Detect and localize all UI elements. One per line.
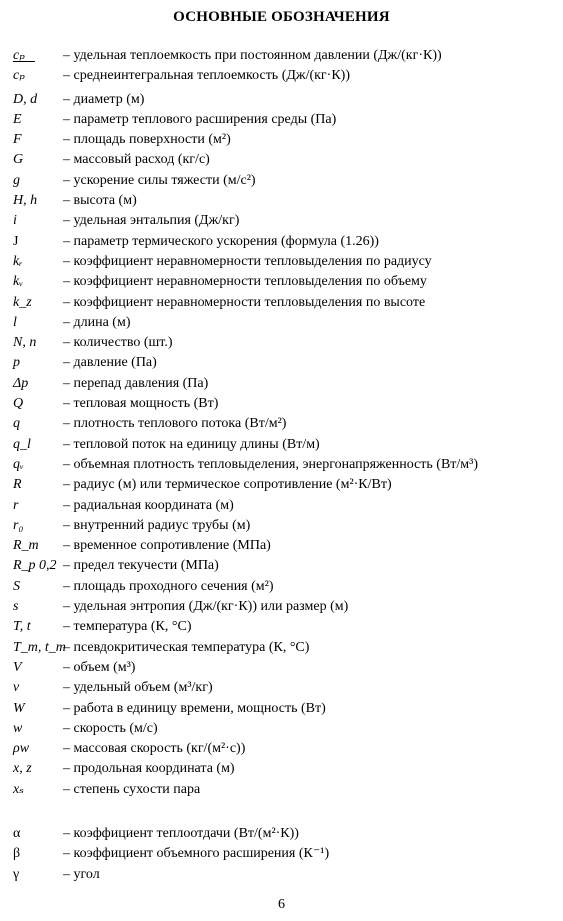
notation-symbol: q: [13, 416, 20, 432]
notation-symbol: F: [13, 132, 22, 148]
notation-row: [13, 293, 558, 313]
notation-symbol: i: [13, 213, 17, 229]
notation-definition: – угол: [63, 866, 100, 882]
notation-row: [13, 496, 558, 516]
notation-symbol: k_z: [13, 294, 32, 310]
notation-definition: – перепад давления (Па): [63, 375, 209, 391]
notation-definition: – плотность теплового потока (Вт/м²): [63, 416, 287, 432]
notation-row: [13, 475, 558, 495]
notation-definition: – скорость (м/с): [63, 720, 158, 736]
notation-definition: – удельная энтропия (Дж/(кг·К)) или размер (м): [63, 599, 349, 615]
notation-row: [13, 638, 558, 658]
notation-row: [13, 435, 558, 455]
notation-symbol: x, z: [13, 761, 32, 777]
notation-definition: – площадь проходного сечения (м²): [63, 578, 274, 594]
notation-symbol: R_p 0,2: [13, 558, 57, 574]
notation-definition: – удельная теплоемкость при постоянном давлении (Дж/(кг·К)): [63, 48, 442, 63]
notation-definition: – ускорение силы тяжести (м/с²): [63, 172, 256, 188]
notation-symbol: kᵣ: [13, 253, 23, 269]
notation-row: [13, 455, 558, 475]
notation-symbol: ρw: [13, 741, 30, 757]
notation-row: [13, 272, 558, 292]
notation-definition: – температура (К, °С): [63, 619, 192, 635]
notation-symbol: w: [13, 720, 23, 736]
notation-row: [13, 46, 558, 66]
notation-definition: – количество (шт.): [63, 335, 173, 351]
notation-symbol: W: [13, 700, 25, 716]
notation-row: [13, 699, 558, 719]
notation-symbol: β: [13, 846, 21, 862]
notation-row: [13, 739, 558, 759]
notation-definition: – предел текучести (МПа): [63, 558, 219, 574]
notation-row: [13, 780, 558, 800]
notation-symbol: T_m, t_m: [13, 639, 66, 655]
notation-row: [13, 759, 558, 779]
notation-symbol: xₛ: [13, 781, 24, 797]
notation-symbol: Q: [13, 396, 24, 412]
page-number: 6: [278, 897, 285, 912]
notation-symbol: s: [13, 599, 19, 615]
notation-symbol: G: [13, 152, 24, 168]
notation-definition: – массовая скорость (кг/(м²·с)): [63, 741, 246, 757]
notation-symbol: V: [13, 659, 22, 675]
notation-row: [13, 865, 558, 885]
notation-row: [13, 211, 558, 231]
notation-symbol: R: [13, 477, 22, 493]
notation-row: [13, 516, 558, 536]
notation-symbol: q_l: [13, 436, 31, 452]
notation-symbol: r: [13, 497, 19, 513]
page-title: ОСНОВНЫЕ ОБОЗНАЧЕНИЯ: [173, 9, 390, 25]
notation-row: [13, 824, 558, 844]
notation-row: [13, 577, 558, 597]
notation-definition: – радиус (м) или термическое сопротивление (м²·К/Вт): [63, 477, 392, 493]
notation-symbol: kᵥ: [13, 274, 24, 290]
notation-symbol: α: [13, 825, 21, 841]
notation-symbol: qᵥ: [13, 456, 24, 472]
notation-definition: – коэффициент неравномерности тепловыделения по радиусу: [63, 253, 432, 269]
notation-definition: – степень сухости пара: [63, 781, 201, 797]
notation-symbol: N, n: [13, 335, 37, 351]
notation-symbol: Δp: [13, 375, 29, 391]
notation-definition: – работа в единицу времени, мощность (Вт): [63, 700, 326, 716]
notation-definition: – внутренний радиус трубы (м): [63, 517, 251, 533]
notation-definition: – коэффициент неравномерности тепловыделения по высоте: [63, 294, 426, 310]
notation-row: [13, 353, 558, 373]
notation-row: [13, 414, 558, 434]
notation-definition: – коэффициент объемного расширения (К⁻¹): [63, 846, 330, 862]
notation-definition: – массовый расход (кг/с): [63, 152, 210, 168]
notation-definition: – параметр теплового расширения среды (Па): [63, 111, 337, 127]
notation-symbol: γ: [13, 866, 20, 882]
underline-mark: [13, 61, 35, 62]
notation-row: [13, 191, 558, 211]
notation-symbol: D, d: [13, 91, 38, 107]
notation-row: [13, 536, 558, 556]
notation-symbol: cₚ: [13, 68, 25, 84]
notation-row: [13, 394, 558, 414]
notation-row: [13, 678, 558, 698]
notation-row: [13, 150, 558, 170]
notation-row: [13, 171, 558, 191]
notation-definition: – среднеинтегральная теплоемкость (Дж/(кг·К)): [63, 68, 350, 84]
notation-definition: – параметр термического ускорения (формула (1.26)): [63, 233, 379, 249]
notation-symbol: R_m: [13, 538, 39, 554]
notation-symbol: p: [13, 355, 20, 371]
notation-definition: – тепловой поток на единицу длины (Вт/м): [63, 436, 320, 452]
notation-definition: – диаметр (м): [63, 91, 145, 107]
notation-row: [13, 130, 558, 150]
notation-symbol: l: [13, 314, 17, 330]
notation-symbol: v: [13, 680, 20, 696]
notation-definition: – высота (м): [63, 193, 137, 209]
notation-definition: – объем (м³): [63, 659, 136, 675]
notation-definition: – длина (м): [63, 314, 131, 330]
notation-row: [13, 658, 558, 678]
notation-symbol: S: [13, 578, 20, 594]
notation-row: [13, 232, 558, 252]
notation-definition: – давление (Па): [63, 355, 157, 371]
notation-row: [13, 66, 558, 86]
notation-definition: – псевдокритическая температура (К, °С): [63, 639, 310, 655]
notation-row: [13, 333, 558, 353]
notation-definition: – площадь поверхности (м²): [63, 132, 231, 148]
notation-symbol: H, h: [13, 193, 38, 209]
notation-row: [13, 313, 558, 333]
notation-definition: – продольная координата (м): [63, 761, 235, 777]
notation-row: [13, 844, 558, 864]
notation-symbol: r₀: [13, 517, 24, 533]
notation-definition: – тепловая мощность (Вт): [63, 396, 219, 412]
notation-symbol: cₚ: [13, 48, 25, 63]
notation-symbol: E: [13, 111, 22, 127]
notation-row: [13, 252, 558, 272]
notation-definition: – коэффициент неравномерности тепловыделения по объему: [63, 274, 427, 290]
notation-list: [13, 46, 558, 885]
notation-symbol: g: [13, 172, 20, 188]
notation-row: [13, 374, 558, 394]
notation-definition: – радиальная координата (м): [63, 497, 234, 513]
notation-row: [13, 617, 558, 637]
notation-definition: – коэффициент теплоотдачи (Вт/(м²·К)): [63, 825, 299, 841]
notation-row: [13, 719, 558, 739]
notation-row: [13, 597, 558, 617]
notation-row: [13, 556, 558, 576]
notation-definition: – удельный объем (м³/кг): [63, 680, 213, 696]
notation-definition: – объемная плотность тепловыделения, энергонапряженность (Вт/м³): [63, 456, 479, 472]
notation-row: [13, 110, 558, 130]
notation-row: [13, 90, 558, 110]
notation-symbol: T, t: [13, 619, 31, 635]
notation-definition: – удельная энтальпия (Дж/кг): [63, 213, 240, 229]
notation-symbol: J: [13, 233, 19, 249]
notation-definition: – временное сопротивление (МПа): [63, 538, 271, 554]
